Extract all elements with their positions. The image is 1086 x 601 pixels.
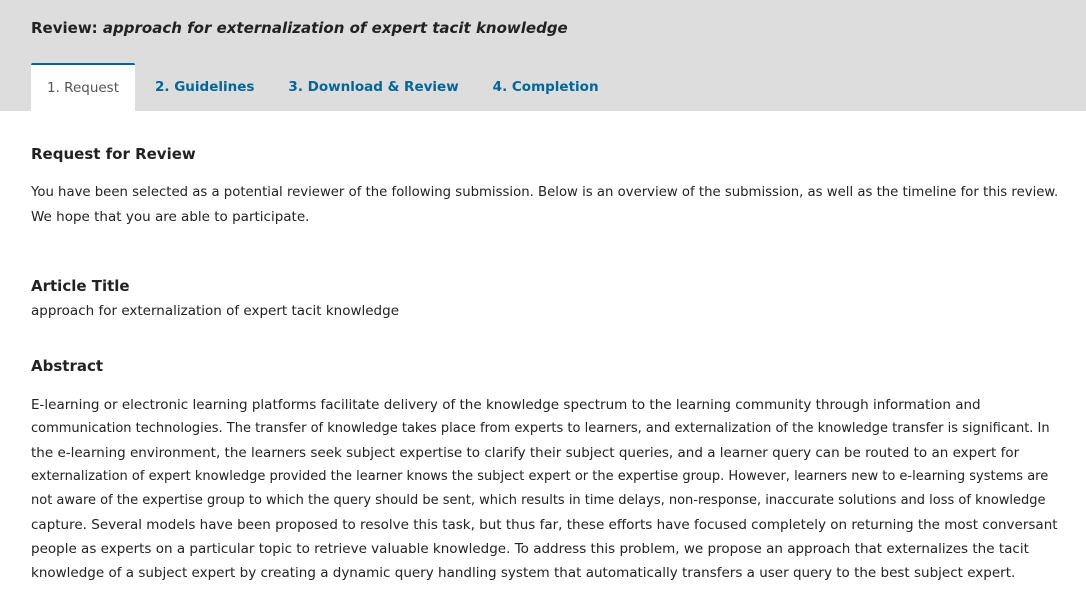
article-title-heading: Article Title bbox=[31, 277, 130, 295]
intro-line: We hope that you are able to participate. bbox=[31, 209, 310, 225]
tab-guidelines[interactable]: 2. Guidelines bbox=[155, 79, 255, 95]
article-title-text: approach for externalization of expert tacit knowledge bbox=[31, 303, 400, 319]
article-title-value bbox=[31, 299, 1061, 323]
abstract-line: capture. Several models have been proposed to resolve this task, but thus far, these efforts have focused completely on returning the most conversant bbox=[31, 517, 1058, 533]
review-steps-tabs bbox=[31, 63, 616, 111]
page-title-prefix: Review: bbox=[31, 19, 98, 37]
abstract-heading: Abstract bbox=[31, 357, 104, 375]
abstract-line: E-learning or electronic learning platforms facilitate delivery of the knowledge spectrum to the learning community through information and bbox=[31, 397, 981, 413]
abstract-line: externalization of expert knowledge provided the learner knows the subject expert or the expertise group. However, learners new to e-learning systems are bbox=[31, 469, 1049, 484]
page-title bbox=[31, 19, 568, 37]
abstract-line: knowledge of a subject expert by creating a dynamic query handling system that automatically transfers a user query to the best subject expert. bbox=[31, 565, 1016, 581]
abstract-line: people as experts on a particular topic to retrieve valuable knowledge. To address this problem, we propose an approach that externalizes the tacit bbox=[31, 541, 1029, 557]
tab-download-review[interactable]: 3. Download & Review bbox=[288, 79, 459, 95]
review-header bbox=[0, 0, 1086, 111]
tab-request[interactable]: 1. Request bbox=[31, 63, 135, 111]
tab-completion[interactable]: 4. Completion bbox=[492, 79, 599, 95]
abstract-line: the e-learning environment, the learners seek subject expertise to clarify their subject queries, and a learner query can be routed to an expert for bbox=[31, 445, 1020, 461]
abstract-line: not aware of the expertise group to which the query should be sent, which results in time delays, non-response, inaccurate solutions and loss of knowledge bbox=[31, 493, 1046, 508]
request-heading: Request for Review bbox=[31, 145, 196, 163]
request-intro bbox=[31, 181, 1061, 229]
abstract-line: communication technologies. The transfer of knowledge takes place from experts to learners, and externalization of the knowledge transfer is significant. In bbox=[31, 421, 1050, 436]
abstract-text bbox=[31, 393, 1061, 585]
page-title-article: approach for externalization of expert tacit knowledge bbox=[102, 19, 568, 37]
intro-line: You have been selected as a potential reviewer of the following submission. Below is an overview of the submission, as well as the timeline for this review. bbox=[31, 185, 1059, 200]
